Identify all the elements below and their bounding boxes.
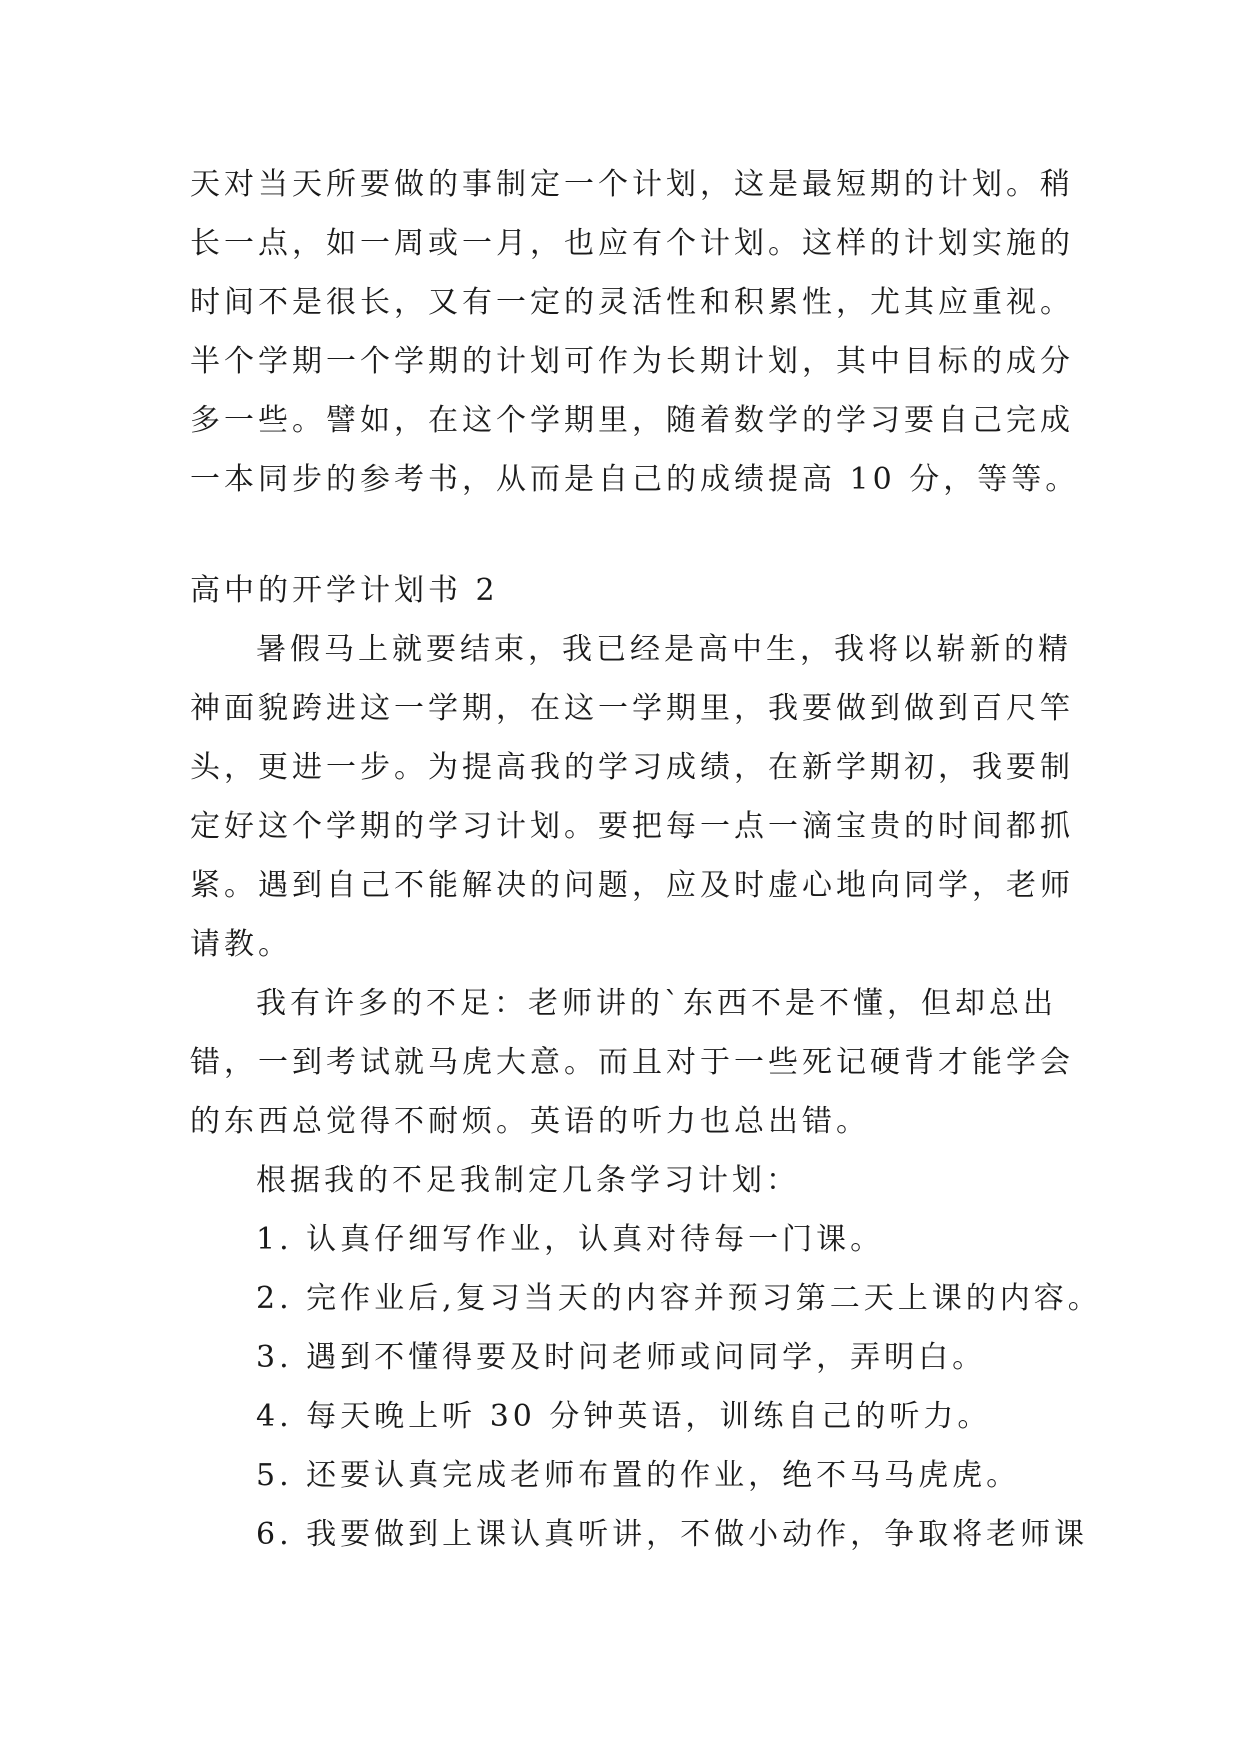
plan-intro: 根据我的不足我制定几条学习计划： [256, 1163, 800, 1198]
plan-item: 1. 认真仔细写作业，认真对待每一门课。 [256, 1222, 885, 1257]
text-line: 神面貌跨进这一学期，在这一学期里，我要做到做到百尺竿 [190, 691, 1074, 726]
text-line: 的东西总觉得不耐烦。英语的听力也总出错。 [190, 1104, 870, 1139]
text-line: 头，更进一步。为提高我的学习成绩，在新学期初，我要制 [190, 750, 1074, 785]
text-line: 多一些。譬如，在这个学期里，随着数学的学习要自己完成 [190, 403, 1074, 438]
paragraph-2 [190, 974, 1074, 1151]
text-line: 我有许多的不足：老师讲的`东西不是不懂，但却总出 [256, 986, 1057, 1021]
text-line: 半个学期一个学期的计划可作为长期计划，其中目标的成分 [190, 344, 1074, 379]
text-line: 暑假马上就要结束，我已经是高中生，我将以崭新的精 [256, 632, 1072, 667]
plan-item: 2. 完作业后,复习当天的内容并预习第二天上课的内容。 [256, 1281, 1102, 1316]
text-line: 请教。 [190, 927, 292, 962]
intro-paragraph [190, 155, 1080, 509]
paragraph-1 [190, 620, 1074, 974]
text-line: 天对当天所要做的事制定一个计划，这是最短期的计划。稍 [190, 167, 1074, 202]
text-line: 定好这个学期的学习计划。要把每一点一滴宝贵的时间都抓 [190, 809, 1074, 844]
plan-item: 4. 每天晚上听 30 分钟英语，训练自己的听力。 [256, 1399, 992, 1434]
plan-item: 6. 我要做到上课认真听讲，不做小动作，争取将老师课 [256, 1517, 1089, 1552]
text-line: 长一点，如一周或一月，也应有个计划。这样的计划实施的 [190, 226, 1074, 261]
plan-item: 5. 还要认真完成老师布置的作业，绝不马马虎虎。 [256, 1458, 1021, 1493]
text-line: 错，一到考试就马虎大意。而且对于一些死记硬背才能学会 [190, 1045, 1074, 1080]
text-line: 紧。遇到自己不能解决的问题，应及时虚心地向同学，老师 [190, 868, 1074, 903]
section-title: 高中的开学计划书 2 [190, 573, 499, 608]
text-line: 一本同步的参考书，从而是自己的成绩提高 10 分，等等。 [190, 462, 1080, 497]
text-line: 时间不是很长，又有一定的灵活性和积累性，尤其应重视。 [190, 285, 1074, 320]
section-plan-2 [190, 561, 1102, 1564]
plan-list [190, 1210, 1102, 1564]
plan-item: 3. 遇到不懂得要及时问老师或问同学，弄明白。 [256, 1340, 987, 1375]
